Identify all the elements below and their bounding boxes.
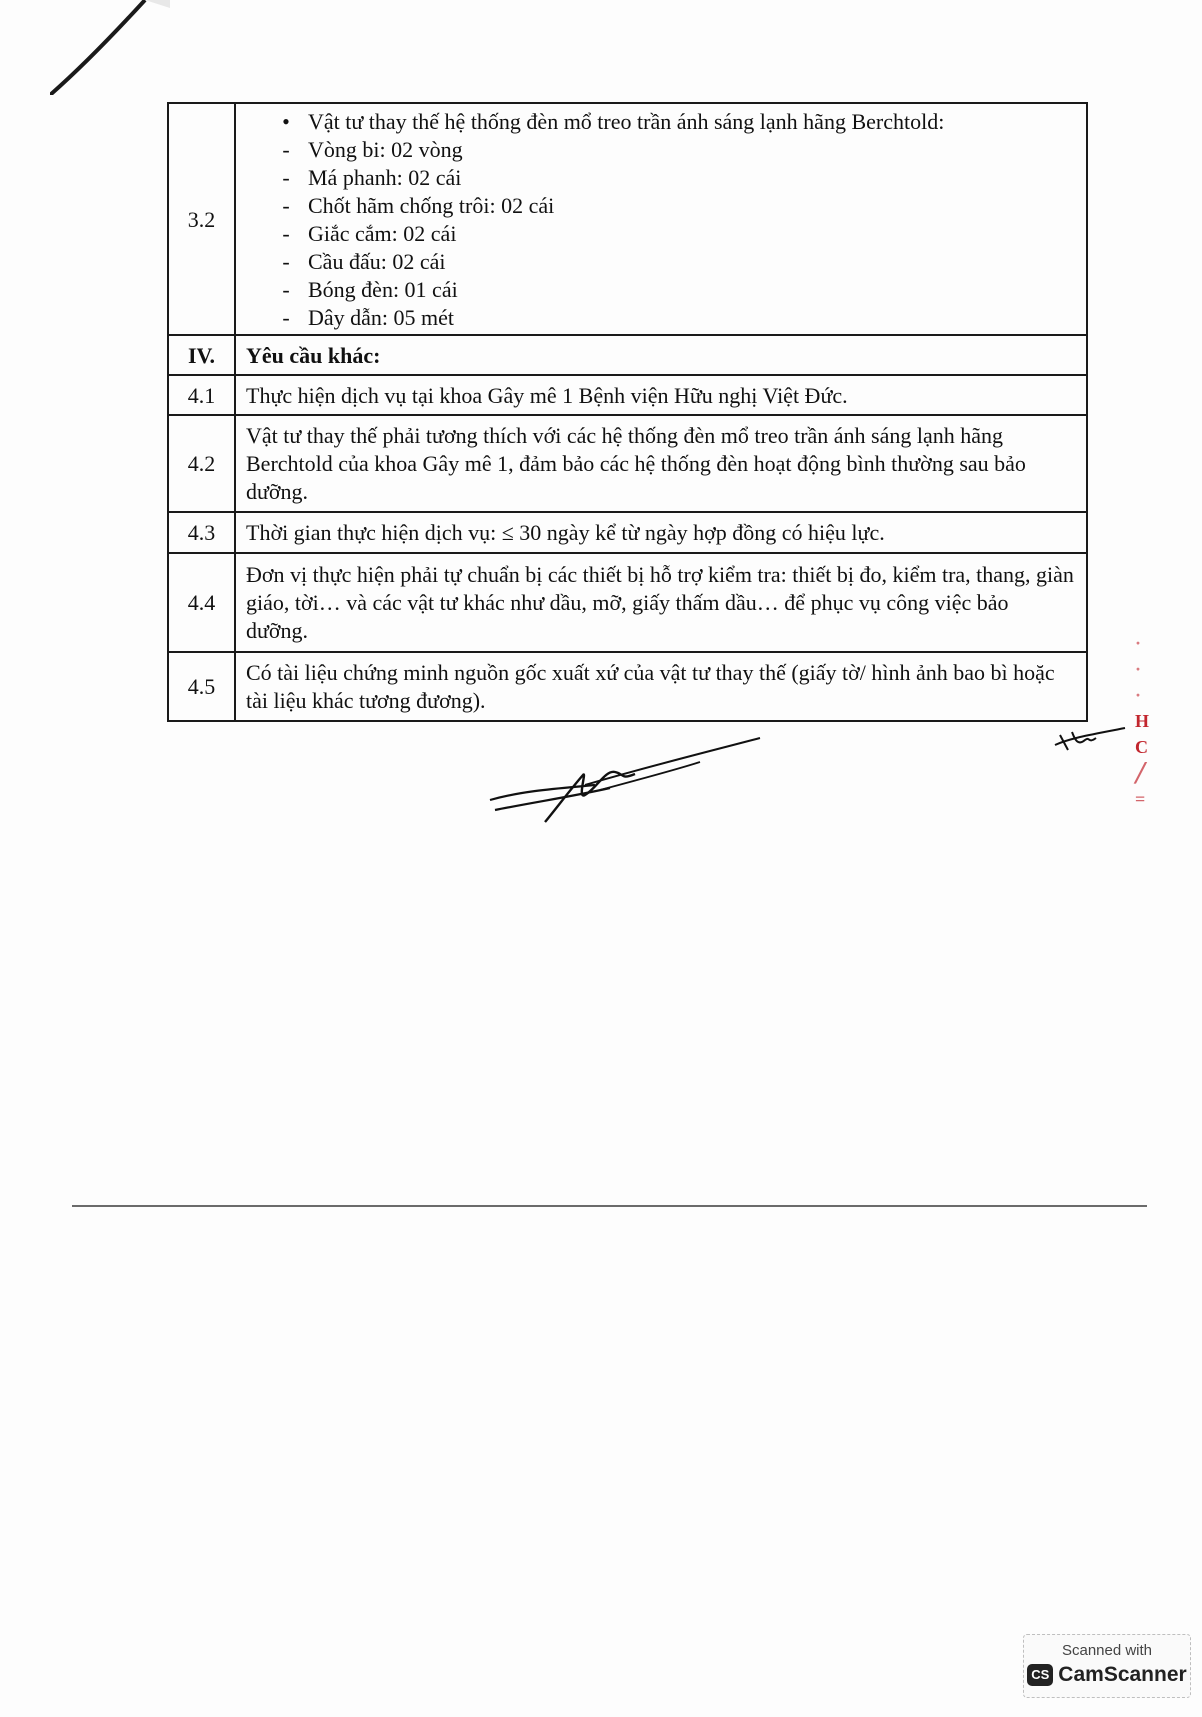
table-row bbox=[168, 103, 1087, 335]
list-item: - Má phanh: 02 cái bbox=[276, 164, 1076, 192]
list-item: - Dây dẫn: 05 mét bbox=[276, 304, 1076, 332]
requirements-table bbox=[167, 102, 1088, 722]
row-content: Vật tư thay thế phải tương thích với các hệ thống đèn mổ treo trần ánh sáng lạnh hãng Berchtold của khoa Gây mê 1, đảm bảo các hệ thống đèn hoạt động bình thường sau bảo dưỡng. bbox=[235, 415, 1087, 512]
handwritten-signature bbox=[485, 730, 765, 830]
list-item bbox=[276, 108, 1076, 136]
table-row bbox=[168, 375, 1087, 415]
row-number: 3.2 bbox=[168, 103, 235, 335]
red-stamp-fragment: · · · H C ╱ = bbox=[1135, 633, 1150, 809]
row-number: 4.5 bbox=[168, 652, 235, 721]
table-row bbox=[168, 415, 1087, 512]
row-content: Thực hiện dịch vụ tại khoa Gây mê 1 Bệnh viện Hữu nghị Việt Đức. bbox=[235, 375, 1087, 415]
row-number: 4.1 bbox=[168, 375, 235, 415]
section-header-row bbox=[168, 335, 1087, 375]
bullet-icon: • bbox=[282, 108, 290, 134]
row-content: Đơn vị thực hiện phải tự chuẩn bị các thiết bị hỗ trợ kiểm tra: thiết bị đo, kiểm tra, thang, giàn giáo, tời… và các vật tư khác như dầu, mỡ, giấy thấm dầu… để phục vụ công việc bảo dưỡng. bbox=[235, 553, 1087, 652]
list-item: - Vòng bi: 02 vòng bbox=[276, 136, 1076, 164]
list-item: - Bóng đèn: 01 cái bbox=[276, 276, 1076, 304]
list-item: - Cầu đấu: 02 cái bbox=[276, 248, 1076, 276]
table-row bbox=[168, 553, 1087, 652]
camscanner-watermark bbox=[1023, 1634, 1191, 1698]
list-item: - Chốt hãm chống trôi: 02 cái bbox=[276, 192, 1076, 220]
section-number: IV. bbox=[168, 335, 235, 375]
row-number: 4.4 bbox=[168, 553, 235, 652]
page-corner-fold bbox=[50, 0, 170, 95]
row-content: Có tài liệu chứng minh nguồn gốc xuất xứ của vật tư thay thế (giấy tờ/ hình ảnh bao bì hoặc tài liệu khác tương đương). bbox=[235, 652, 1087, 721]
dash-icon: - bbox=[282, 304, 290, 330]
row-number: 4.2 bbox=[168, 415, 235, 512]
row-content: Thời gian thực hiện dịch vụ: ≤ 30 ngày kể từ ngày hợp đồng có hiệu lực. bbox=[235, 512, 1087, 553]
table-row bbox=[168, 512, 1087, 553]
list-item: - Giắc cắm: 02 cái bbox=[276, 220, 1076, 248]
horizontal-rule bbox=[72, 1205, 1147, 1207]
materials-list bbox=[246, 108, 1076, 332]
section-title: Yêu cầu khác: bbox=[235, 335, 1087, 375]
watermark-caption: Scanned with bbox=[1061, 1642, 1153, 1659]
list-heading: Vật tư thay thế hệ thống đèn mổ treo trần ánh sáng lạnh hãng Berchtold: bbox=[308, 108, 945, 134]
row-number: 4.3 bbox=[168, 512, 235, 553]
dash-icon: - bbox=[282, 192, 290, 218]
dash-icon: - bbox=[282, 276, 290, 302]
dash-icon: - bbox=[282, 164, 290, 190]
dash-icon: - bbox=[282, 136, 290, 162]
dash-icon: - bbox=[282, 248, 290, 274]
camscanner-logo-icon: CS bbox=[1027, 1664, 1053, 1686]
watermark-brand: CamScanner bbox=[1058, 1663, 1187, 1686]
initials-mark bbox=[1050, 720, 1130, 755]
dash-icon: - bbox=[282, 220, 290, 246]
row-content bbox=[235, 103, 1087, 335]
table-row bbox=[168, 652, 1087, 721]
